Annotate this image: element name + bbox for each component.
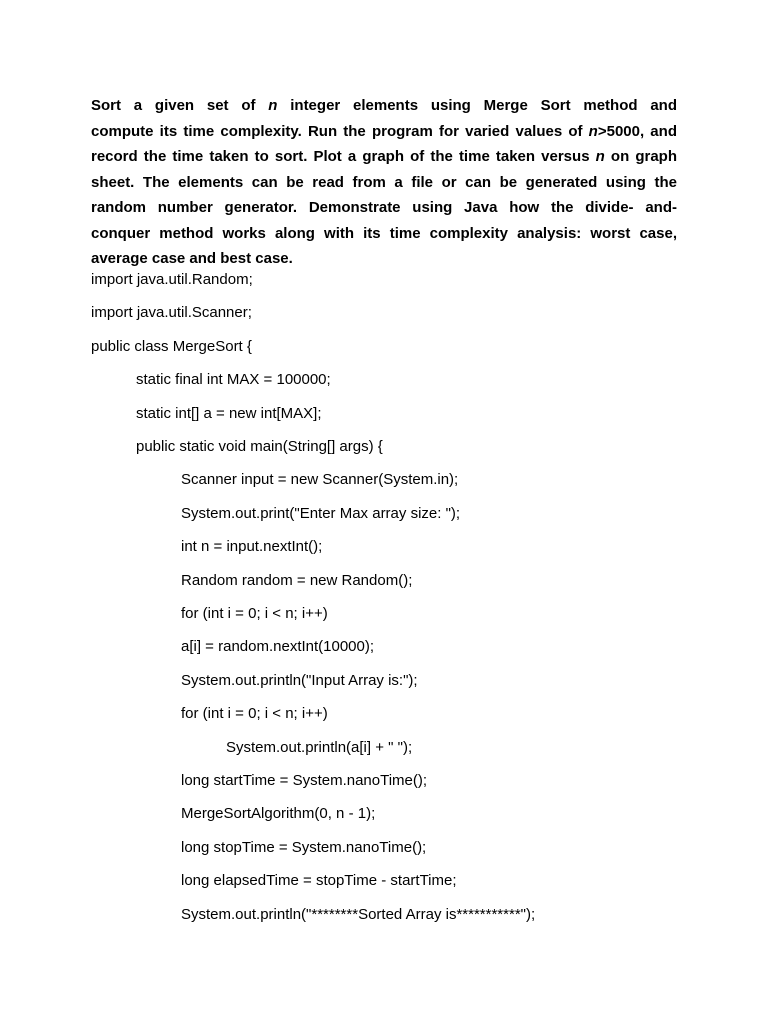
code-line: System.out.print("Enter Max array size: ");	[181, 504, 461, 522]
code-line: System.out.println("Input Array is:");	[181, 671, 418, 689]
code-line: Random random = new Random();	[181, 571, 413, 589]
code-line: for (int i = 0; i < n; i++)	[181, 705, 328, 723]
code-line: for (int i = 0; i < n; i++)	[181, 605, 328, 622]
problem-line: random number generator. Demonstrate using Java how the divide- and-	[91, 199, 677, 216]
code-line: import java.util.Scanner;	[91, 304, 252, 322]
code-line: public class MergeSort {	[91, 337, 252, 355]
code-line: long startTime = System.nanoTime();	[181, 772, 428, 789]
code-line: long elapsedTime = stopTime - startTime;	[181, 872, 457, 890]
code-line: MergeSortAlgorithm(0, n - 1);	[181, 805, 376, 823]
code-line: a[i] = random.nextInt(10000);	[181, 638, 375, 656]
problem-line: conquer method works along with its time complexity analysis: worst case,	[91, 224, 677, 242]
code-line: static int[] a = new int[MAX];	[136, 404, 322, 422]
problem-line: record the time taken to sort. Plot a graph of the time taken versus n on graph	[91, 148, 677, 165]
code-line: import java.util.Random;	[91, 271, 253, 288]
problem-line: average case and best case.	[91, 250, 293, 267]
code-line: public static void main(String[] args) {	[136, 438, 383, 455]
code-line: static final int MAX = 100000;	[136, 371, 331, 389]
code-line: System.out.println("********Sorted Array is***********");	[181, 905, 536, 923]
problem-line: compute its time complexity. Run the program for varied values of n>5000, and	[91, 122, 677, 140]
code-line: int n = input.nextInt();	[181, 538, 323, 556]
problem-line: sheet. The elements can be read from a file or can be generated using the	[91, 173, 677, 191]
code-line: System.out.println(a[i] + " ");	[226, 738, 413, 756]
problem-statement	[91, 93, 677, 272]
problem-line: Sort a given set of n integer elements using Merge Sort method and	[91, 97, 677, 114]
code-line: long stopTime = System.nanoTime();	[181, 838, 427, 856]
code-line: Scanner input = new Scanner(System.in);	[181, 471, 459, 489]
